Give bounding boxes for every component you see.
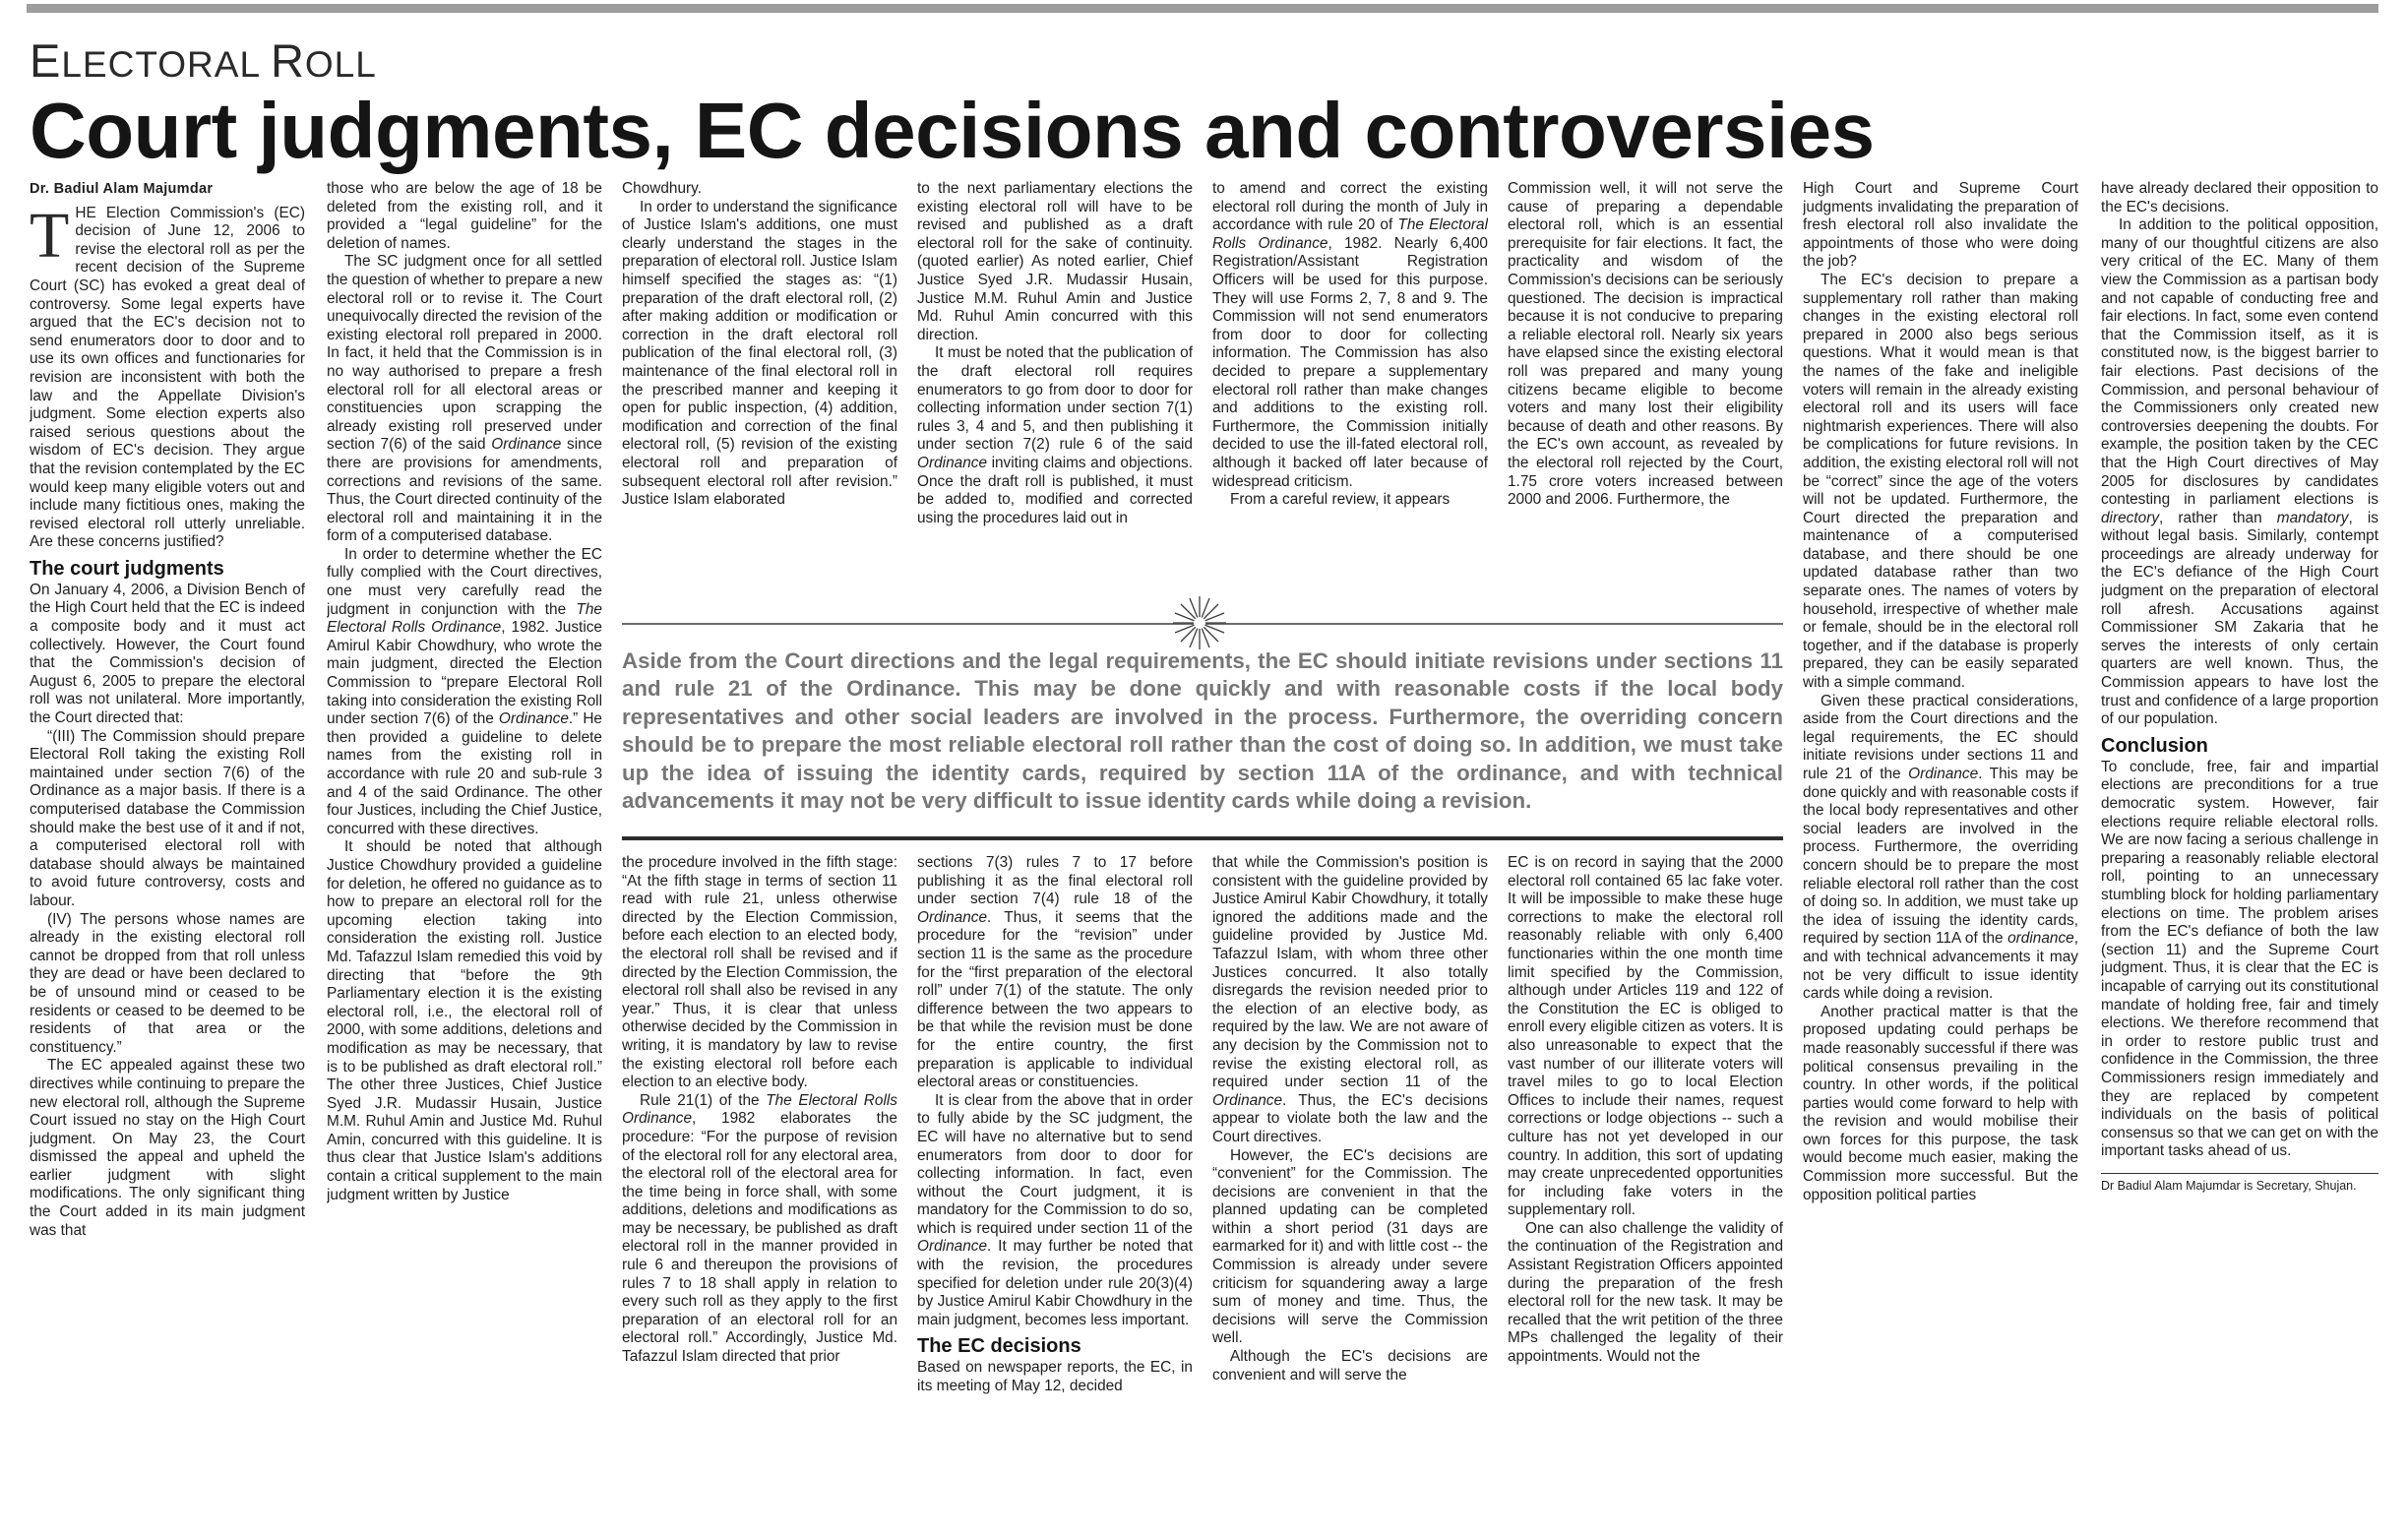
paragraph: sections 7(3) rules 7 to 17 before publishing it as the final electoral roll under section 7(4) rule 18 of the Ordinance. Thus, it seems that the procedure for the “revision” under section 11 is the same as the procedure for the “first preparation of the electoral roll” under 7(1) of the statute. The only difference between the two appears to be that while the revision must be done for the entire country, the first preparation is applicable to individual electoral areas or constituencies. xyxy=(917,854,1193,1091)
paragraph: To conclude, free, fair and impartial elections are preconditions for a true democratic system. However, fair elections require reliable electoral rolls. We are now facing a serious challenge in preparing a reasonably reliable electoral roll, pointing to an unnecessary stumbling block for holding parliamentary elections on time. The problem arises from the EC's defiance of both the law (section 11) and the Supreme Court judgment. Thus, it is clear that the EC is incapable of carrying out its constitutional mandate of holding free, fair and timely elections. We therefore recommend that in order to restore public trust and confidence in the Commission, the three Commissioners resign immediately and they are replaced by competent individuals on the basis of political consensus so that we can get on with the important tasks ahead of us. xyxy=(2101,758,2378,1160)
subhead-conclusion: Conclusion xyxy=(2101,734,2208,757)
paragraph: One can also challenge the validity of the continuation of the Registration and Assistant Registration Officers appointed during the preparation of the fresh electoral roll for the new task. It may be recalled that the writ petition of the three MPs challenged the legality of their appointments. Would not the xyxy=(1508,1219,1783,1366)
paragraph: (IV) The persons whose names are already in the existing electoral roll cannot be dropped from that roll unless they are dead or have been declared to be of unsound mind or ceased to be residents or ceased to be deemed to be residents of that area or the constituency.” xyxy=(30,910,305,1056)
paragraph: Based on newspaper reports, the EC, in its meeting of May 12, decided xyxy=(917,1359,1193,1395)
paragraph: to the next parliamentary elections the existing electoral roll will have to be revised and published as a draft electoral roll for the sake of continuity. (quoted earlier) As noted earlier, Chief Justice Syed J.R. Mudassir Husain, Justice M.M. Ruhul Amin and Justice Md. Ruhul Amin concurred with this direction. xyxy=(917,180,1193,343)
paragraph: those who are below the age of 18 be deleted from the existing roll, and it provided a “legal guideline” for the deletion of names. xyxy=(327,180,602,252)
pull-quote: Aside from the Court directions and the legal requirements, the EC should initiate revisions under sections 11 and rule 21 of the Ordinance. This may be done quickly and with reasonable costs if the local body representatives and other social leaders are involved in the process. Furthermore, the overriding concern should be to prepare the most reliable electoral roll rather than the cost of doing so. In addition, we must take up the idea of issuing the identity cards, required by section 11A of the ordinance, and with technical advancements it may not be very difficult to issue identity cards while doing a revision. xyxy=(622,648,1783,814)
paragraph: Chowdhury. xyxy=(622,180,702,197)
paragraph: From a careful review, it appears xyxy=(1230,491,1451,509)
paragraph: have already declared their opposition to the EC's decisions. xyxy=(2101,180,2378,215)
paragraph: EC is on record in saying that the 2000 electoral roll contained 65 lac fake voter. It will be impossible to make these huge corrections to make the electoral roll reasonably reliable with only 6,400 functionaries within the one month time limit specified by the Commission, although under Articles 119 and 122 of the Constitution the EC is obliged to enroll every eligible citizen as voters. It is also unreasonable to expect that the vast number of our illiterate voters will travel miles to go to local Election Offices to include their names, request corrections or lodge objections -- such a culture has not yet developed in our country. In addition, this sort of updating may create unprecedented opportunities for including fake voters in the supplementary roll. xyxy=(1508,854,1783,1219)
paragraph: On January 4, 2006, a Division Bench of the High Court held that the EC is indeed a composite body and it must act collectively. However, the Court found that the Commission's decision of August 6, 2005 to prepare the electoral roll was not unilateral. More importantly, the Court directed that: xyxy=(30,581,305,727)
article-column-3-top xyxy=(622,180,897,601)
top-rule xyxy=(27,4,2378,13)
paragraph: that while the Commission's position is consistent with the guideline provided by Justice Amirul Kabir Chowdhury, it totally ignored the additions made and the guideline provided by Justice Md. Tafazzul Islam, with whom three other Justices concurred. It also totally disregards the revision needed prior to the election of an elective body, as required by the law. We are not aware of any decision by the Commission not to revise the existing electoral roll, as required under section 11 of the Ordinance. Thus, the EC's decisions appear to violate both the law and the Court directives. xyxy=(1212,854,1488,1145)
paragraph: the procedure involved in the fifth stage: “At the fifth stage in terms of section 11 read with rule 21, unless otherwise directed by the Election Commission, before each election to an elected body, the electoral roll shall be revised and if directed by the Election Commission, the electoral roll shall also be revised in any year.” Thus, it is clear that unless otherwise decided by the Commission in writing, it is mandatory by law to revise the existing electoral roll before each election to an elective body. xyxy=(622,854,897,1091)
paragraph: Rule 21(1) of the The Electoral Rolls Ordinance, 1982 elaborates the procedure: “For the purpose of revision of the electoral roll for any electoral area, the electoral roll of the electoral area for the time being in force shall, with some additions, deletions and modifications as may be necessary, be published as draft electoral roll in the manner provided in rule 6 and thereupon the provisions of rules 7 to 18 shall apply in relation to every such roll as they apply to the first preparation of an electoral roll for an electoral roll.” Accordingly, Justice Md. Tafazzul Islam directed that prior xyxy=(622,1091,897,1366)
subhead-ec-decisions: The EC decisions xyxy=(917,1335,1081,1358)
article-column-3-bottom xyxy=(622,854,897,1533)
article-column-7 xyxy=(1803,180,2078,1533)
paragraph: However, the EC's decisions are “convenient” for the Commission. The decisions are convenient in that the planned updating can be completed within a short period (31 days are earmarked for it) and with little cost -- the Commission is already under severe criticism for squandering away a large sum of money and time. Thus, the decisions will serve the Commission well. xyxy=(1212,1146,1488,1347)
article-column-4-bottom xyxy=(917,854,1193,1533)
section-kicker: ELECTORAL ROLL xyxy=(30,34,377,87)
article-column-5-top xyxy=(1212,180,1488,601)
paragraph: THE Election Commission's (EC) decision of June 12, 2006 to revise the electoral roll as per the recent decision of the Supreme Court (SC) has evoked a great deal of controversy. Some legal experts have argued that the EC's decision not to send enumerators door to door and to use its own offices and functionaries for revision are inconsistent with both the law and the Appellate Division's judgment. Some election experts also raised serious questions about the wisdom of EC's decision. They argue that the revision contemplated by the EC would keep many eligible voters out and include many fictitious ones, making the revised electoral roll utterly unreliable. Are these concerns justified? xyxy=(30,199,305,551)
article-column-5-bottom xyxy=(1212,854,1488,1533)
headline: Court judgments, EC decisions and controversies xyxy=(30,87,1875,174)
drop-cap: T xyxy=(30,199,70,272)
article-column-2 xyxy=(327,180,602,1533)
author-note: Dr Badiul Alam Majumdar is Secretary, Shujan. xyxy=(2101,1173,2378,1194)
paragraph: The SC judgment once for all settled the question of whether to prepare a new electoral roll or to revise it. The Court unequivocally directed the revision of the existing electoral roll prepared in 2000. In fact, it held that the Commission is in no way authorised to prepare a fresh electoral roll for all electoral areas or constituencies upon scrapping the already existing roll preserved under section 7(6) of the said Ordinance since there are provisions for amendments, corrections and revisions of the same. Thus, the Court directed continuity of the electoral roll and maintaining it in the form of a computerised database. xyxy=(327,253,602,545)
paragraph: Although the EC's decisions are convenient and will serve the xyxy=(1212,1348,1488,1384)
paragraph: to amend and correct the existing electoral roll during the month of July in accordance with rule 20 of The Electoral Rolls Ordinance, 1982. Nearly 6,400 Registration/Assistant Registration Officers will be used for this purpose. They will use Forms 2, 7, 8 and 9. The Commission will not send enumerators from door to door for collecting information. The Commission has also decided to prepare a supplementary electoral roll rather than make changes and additions to the existing roll. Furthermore, the Commission initially decided to use the ill-fated electoral roll, although it backed off later because of widespread criticism. xyxy=(1212,180,1488,490)
subhead-court-judgments: The court judgments xyxy=(30,557,224,580)
article-column-4-top xyxy=(917,180,1193,601)
starburst-icon xyxy=(1171,594,1228,651)
article-column-8 xyxy=(2101,180,2378,1533)
paragraph: It is clear from the above that in order to fully abide by the SC judgment, the EC will have no alternative but to send enumerators from door to door for collecting information. In fact, even without the Court judgment, it is mandatory for the Commission to do so, which is required under section 11 of the Ordinance. It may further be noted that with the revision, the procedures specified for deletion under rule 20(3)(4) by Justice Amirul Kabir Chowdhury in the main judgment, becomes less important. xyxy=(917,1091,1193,1328)
paragraph: Another practical matter is that the proposed updating could perhaps be made reasonably successful if there was political consensus prevailing in the country. In other words, if the political parties would come forward to help with the revision and would mobilise their own forces for this purpose, the task would become much easier, making the Commission more successful. But the opposition political parties xyxy=(1803,1003,2078,1203)
paragraph: It should be noted that although Justice Chowdhury provided a guideline for deletion, he offered no guidance as to how to prepare an electoral roll for the upcoming election taking into consideration the existing roll. Justice Md. Tafazzul Islam remedied this void by directing that “before the 9th Parliamentary election it is the existing electoral roll, i.e., the electoral roll of 2000, with some additions, deletions and modification as may be necessary, that is to be published as draft electoral roll.” The other three Justices, Chief Justice Syed J.R. Mudassir Husain, Justice M.M. Ruhul Amin and Justice Md. Ruhul Amin, concurred with this guideline. It is thus clear that Justice Islam's additions contain a critical supplement to the main judgment written by Justice xyxy=(327,838,602,1203)
paragraph: High Court and Supreme Court judgments invalidating the preparation of fresh electoral roll also invalidate the appointments of those who were doing the job? xyxy=(1803,180,2078,271)
byline: Dr. Badiul Alam Majumdar xyxy=(30,181,214,197)
paragraph: In order to determine whether the EC fully complied with the Court directives, one must very carefully read the judgment in conjunction with the The Electoral Rolls Ordinance, 1982. Justice Amirul Kabir Chowdhury, who wrote the main judgment, directed the Election Commission to “prepare Electoral Roll taking into consideration the existing Roll under section 7(6) of the Ordinance.” He then provided a guideline to delete names from the existing roll in accordance with rule 20 and sub-rule 3 and 4 of the said Ordinance. The other four Justices, including the Chief Justice, concurred with these directives. xyxy=(327,545,602,837)
paragraph: “(III) The Commission should prepare Electoral Roll taking the existing Roll maintained under section 7(6) of the Ordinance as a major basis. If there is a computerised database the Commission should make the best use of it and if not, a computerised electoral roll with database should always be maintained to avoid future controversy, costs and labour. xyxy=(30,727,305,909)
pullquote-bottom-rule xyxy=(622,836,1783,840)
paragraph: In order to understand the significance of Justice Islam's additions, one must clearly understand the stages in the preparation of electoral roll. Justice Islam himself specified the stages as: “(1) preparation of the draft electoral roll, (2) after making addition or modification or correction in the draft electoral roll publication of the final electoral roll, (3) maintenance of the final electoral roll in the prescribed manner and keeping it open for public inspection, (4) addition, modification and correction of the final electoral roll, (5) revision of the existing electoral roll and preparation of subsequent electoral roll after revision.” Justice Islam elaborated xyxy=(622,198,897,509)
paragraph: It must be noted that the publication of the draft electoral roll requires enumerators to go from door to door for collecting information under section 7(1) rules 3, 4 and 5, and then publishing it under section 7(2) rule 6 of the said Ordinance inviting claims and objections. Once the draft roll is published, it must be added to, modified and corrected using the procedures laid out in xyxy=(917,344,1193,526)
paragraph: The EC's decision to prepare a supplementary roll rather than making changes in the existing electoral roll prepared in 2000 also begs serious questions. What it would mean is that the names of the fake and ineligible voters will remain in the already existing electoral roll and its users will face nightmarish experiences. There will also be complications for future revisions. In addition, the existing electoral roll will not be “correct” since the age of the voters will not be updated. Furthermore, the Court directed the preparation and maintenance of a computerised database, and there should be one updated database rather than two separate ones. The names of voters by household, irrespective of whether male or female, should be in the electoral roll together, and if the database is properly prepared, they can be easily separated with a simple command. xyxy=(1803,271,2078,692)
paragraph: The EC appealed against these two directives while continuing to prepare the new electoral roll, although the Supreme Court issued no stay on the High Court judgment. On May 23, the Court dismissed the appeal and upheld the earlier judgment with slight modifications. The only significant thing the Court added in its main judgment was that xyxy=(30,1057,305,1239)
article-column-6-bottom xyxy=(1508,854,1783,1533)
paragraph: Commission well, it will not serve the cause of preparing a dependable electoral roll, which is an essential prerequisite for fair elections. It fact, the practicality and wisdom of the Commission's decisions can be seriously questioned. The decision is impractical because it is not conducive to preparing a reliable electoral roll. Nearly six years have elapsed since the existing electoral roll was prepared and many young citizens became eligible to become voters and many lost their eligibility because of death and other reasons. By the EC's own account, as revealed by the electoral roll rejected by the Court, 1.75 crore voters increased between 2000 and 2006. Furthermore, the xyxy=(1508,180,1783,509)
article-column-6-top xyxy=(1508,180,1783,601)
article-column-1 xyxy=(30,180,305,1533)
paragraph: Given these practical considerations, aside from the Court directions and the legal requirements, the EC should initiate revisions under sections 11 and rule 21 of the Ordinance. This may be done quickly and with reasonable costs if the local body representatives and other social leaders are involved in the process. Furthermore, the overriding concern should be to prepare the most reliable electoral roll rather than the cost of doing so. In addition, we must take up the idea of issuing the identity cards, required by section 11A of the ordinance, and with technical advancements it may not be very difficult to issue identity cards while doing a revision. xyxy=(1803,692,2078,1003)
paragraph: In addition to the political opposition, many of our thoughtful citizens are also very critical of the EC. Many of them view the Commission as a partisan body and not capable of conducting free and fair elections. In fact, some even contend that the Commission itself, as it is constituted now, is the biggest barrier to fair elections. Past decisions of the Commission, and personal behaviour of the Commissioners only created new controversies deepening the doubts. For example, the position taken by the CEC that the High Court directives of May 2005 for disclosures by candidates contesting in parliament elections is directory, rather than mandatory, is without legal basis. Similarly, contempt proceedings are already underway for the EC's defiance of the High Court judgment on the preparation of electoral roll afresh. Accusations against Commissioner SM Zakaria that he serves the interests of only certain quarters are well known. Thus, the Commission appears to have lost the trust and confidence of a large proportion of our population. xyxy=(2101,216,2378,728)
